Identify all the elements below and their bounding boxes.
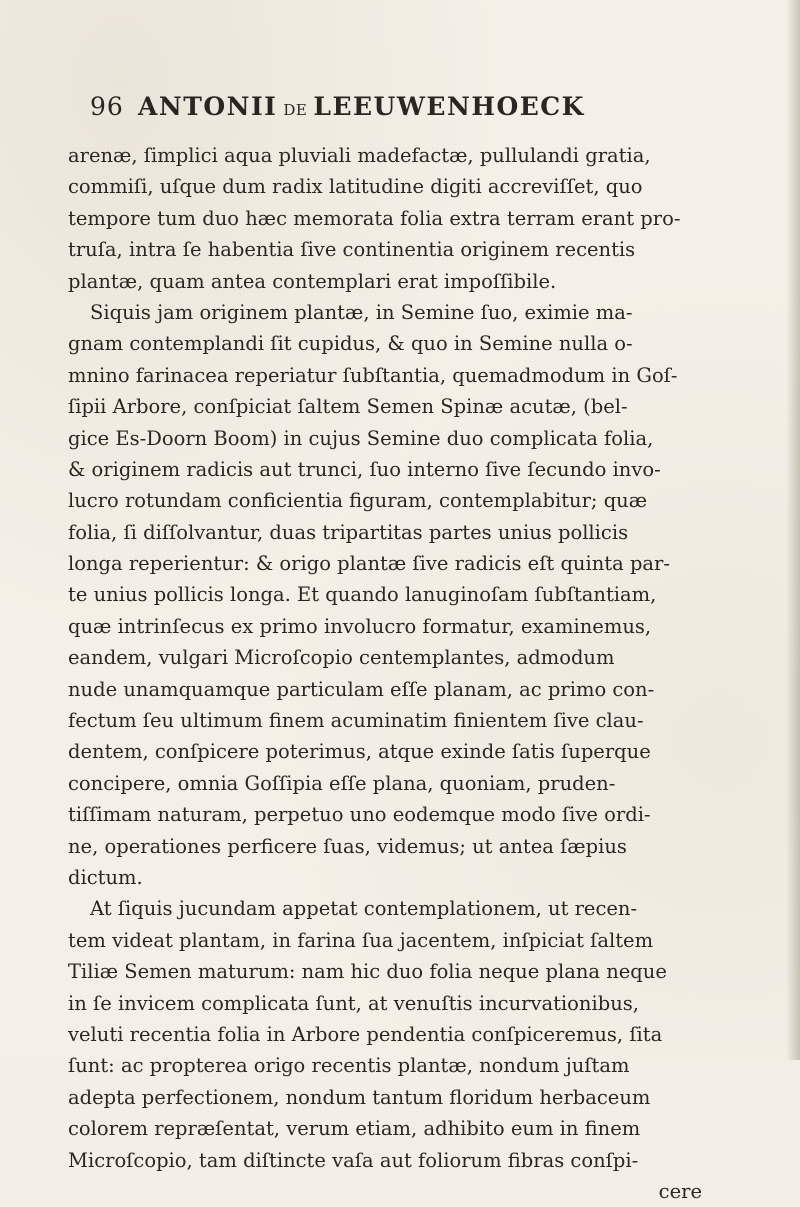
text-line: ſunt: ac propterea origo recentis plantæ, nondum juſtam bbox=[68, 1054, 630, 1078]
text-line: ſipii Arbore, conſpiciat ſaltem Semen Spinæ acutæ, (bel- bbox=[68, 395, 628, 419]
text-line: dictum. bbox=[68, 865, 143, 889]
text-line: tempore tum duo hæc memorata folia extra terram erant pro- bbox=[68, 206, 681, 230]
text-line: fectum ſeu ultimum finem acuminatim finientem ſive clau- bbox=[68, 709, 644, 733]
text-line: plantæ, quam antea contemplari erat impoſſibile. bbox=[68, 269, 557, 293]
text-line: truſa, intra ſe habentia ſive continentia originem recentis bbox=[68, 238, 636, 262]
text-line: commiſi, uſque dum radix latitudine digiti accreviſſet, quo bbox=[68, 175, 643, 199]
text-line: tem videat plantam, in farina ſua jacentem, inſpiciat ſaltem bbox=[68, 928, 654, 952]
text-line: mnino farinacea reperiatur ſubſtantia, quemadmodum in Goſ- bbox=[68, 363, 678, 387]
text-line: lucro rotundam conficientia figuram, contemplabitur; quæ bbox=[68, 489, 648, 513]
text-line: Microſcopio, tam diſtincte vaſa aut foliorum fibras conſpi- bbox=[68, 1148, 639, 1172]
text-line: Tiliæ Semen maturum: nam hic duo folia neque plana neque bbox=[68, 960, 667, 984]
text-line: adepta perfectionem, nondum tantum floridum herbaceum bbox=[68, 1085, 651, 1109]
text-line: arenæ, ſimplici aqua pluviali madefactæ, pullulandi gratia, bbox=[68, 144, 651, 167]
text-line: ne, operationes perficere ſuas, videmus; ut antea ſæpius bbox=[68, 834, 627, 858]
text-line: & originem radicis aut trunci, ſuo interno ſive ſecundo invo- bbox=[68, 457, 661, 481]
text-line: quæ intrinſecus ex primo involucro formatur, examinemus, bbox=[68, 614, 652, 638]
text-line: tiſſimam naturam, perpetuo uno eodemque modo ſive ordi- bbox=[68, 803, 651, 827]
page-header bbox=[90, 92, 690, 126]
running-title-name: ANTONII bbox=[138, 92, 278, 121]
text-line: in ſe invicem complicata ſunt, at venuſtis incurvationibus, bbox=[68, 991, 639, 1015]
running-title-surname: LEEUWENHOECK bbox=[313, 92, 585, 121]
body-text bbox=[68, 140, 708, 1207]
catchword: cere bbox=[658, 1179, 702, 1203]
text-line: te unius pollicis longa. Et quando lanuginoſam ſubſtantiam, bbox=[68, 583, 657, 607]
text-line: concipere, omnia Goſſipia eſſe plana, quoniam, pruden- bbox=[68, 771, 616, 795]
text-line: Siquis jam originem plantæ, in Semine ſuo, eximie ma- bbox=[90, 300, 633, 324]
running-title bbox=[138, 92, 585, 121]
text-line: eandem, vulgari Microſcopio centemplantes, admodum bbox=[68, 646, 615, 670]
text-line: gnam contemplandi ſit cupidus, & quo in Semine nulla o- bbox=[68, 332, 633, 356]
running-title-particle: DE bbox=[283, 101, 308, 119]
text-line: gice Es-Doorn Boom) in cujus Semine duo complicata folia, bbox=[68, 426, 654, 450]
page-number: 96 bbox=[90, 92, 124, 121]
page-edge-shadow bbox=[786, 0, 800, 1060]
text-line: At ſiquis jucundam appetat contemplationem, ut recen- bbox=[90, 897, 638, 921]
text-line: colorem repræſentat, verum etiam, adhibito eum in finem bbox=[68, 1117, 641, 1141]
text-line: longa reperientur: & origo plantæ ſive radicis eſt quinta par- bbox=[68, 552, 670, 576]
text-line: folia, ſi diſſolvantur, duas tripartitas partes unius pollicis bbox=[68, 520, 629, 544]
text-line: dentem, conſpicere poterimus, atque exinde ſatis ſuperque bbox=[68, 740, 651, 764]
text-line: veluti recentia folia in Arbore pendentia conſpiceremus, ſita bbox=[68, 1022, 663, 1046]
text-line: nude unamquamque particulam eſſe planam, ac primo con- bbox=[68, 677, 655, 701]
